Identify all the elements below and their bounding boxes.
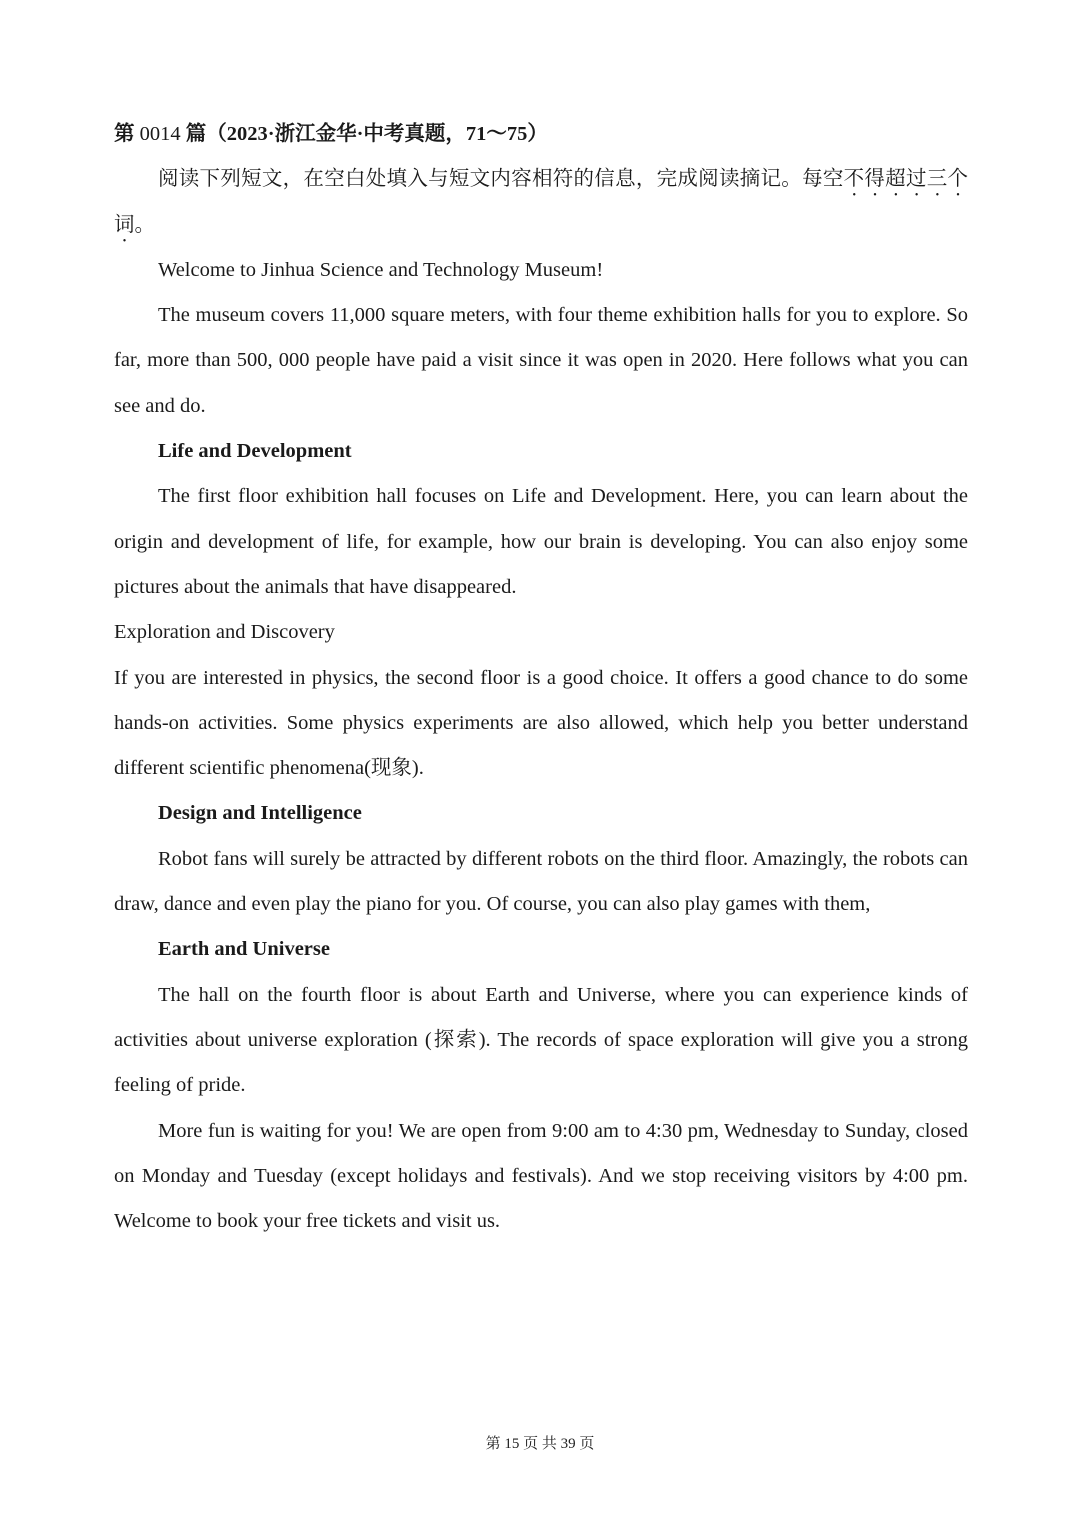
instruction-emphasis: 不得超过三个词 <box>114 168 969 236</box>
section-body-life: The first floor exhibition hall focuses on Life and Development. Here, you can learn about the origin and development of life, for example, how our brain is developing. You can also enjoy some pictures about the animals that have disappeared. <box>114 485 968 598</box>
closing-paragraph: More fun is waiting for you! We are open from 9:00 am to 4:30 pm, Wednesday to Sunday, closed on Monday and Tuesday (except holidays and festivals). And we stop receiving visitors by 4:00 pm. Welcome to book your free tickets and visit us. <box>114 1119 968 1233</box>
title-suffix: 篇（2023·浙江金华·中考真题，71～75） <box>185 123 548 145</box>
welcome-line: Welcome to Jinhua Science and Technology Museum! <box>158 258 604 281</box>
section-heading-design: Design and Intelligence <box>158 802 362 825</box>
section-body-design: Robot fans will surely be attracted by different robots on the third floor. Amazingly, the robots can draw, dance and even play the piano for you. Of course, you can also play games with them, <box>114 847 968 916</box>
section-heading-exploration: Exploration and Discovery <box>114 621 335 644</box>
instruction-end: 。 <box>134 213 155 236</box>
title-prefix: 第 <box>114 123 135 145</box>
section-body-earth: The hall on the fourth floor is about Earth and Universe, where you can experience kinds of activities about universe exploration (探索). The records of space exploration will give you a strong feeling of pride. <box>114 983 968 1097</box>
section-heading-earth: Earth and Universe <box>158 938 330 961</box>
document-page <box>114 112 968 1244</box>
intro-paragraph: The museum covers 11,000 square meters, with four theme exhibition halls for you to explore. So far, more than 500, 000 people have paid a visit since it was open in 2020. Here follows what you can see and do. <box>114 304 968 417</box>
passage-title <box>114 112 968 157</box>
section-heading-life: Life and Development <box>158 440 352 463</box>
instruction <box>114 157 968 248</box>
section-body-exploration: If you are interested in physics, the second floor is a good choice. It offers a good chance to do some hands-on activities. Some physics experiments are also allowed, which help you better understand different scientific phenomena(现象). <box>114 666 968 780</box>
instruction-text: 阅读下列短文，在空白处填入与短文内容相符的信息，完成阅读摘记。每空 <box>158 168 844 191</box>
page-footer: 第 15 页 共 39 页 <box>485 1436 595 1452</box>
title-number: 0014 <box>139 123 181 145</box>
